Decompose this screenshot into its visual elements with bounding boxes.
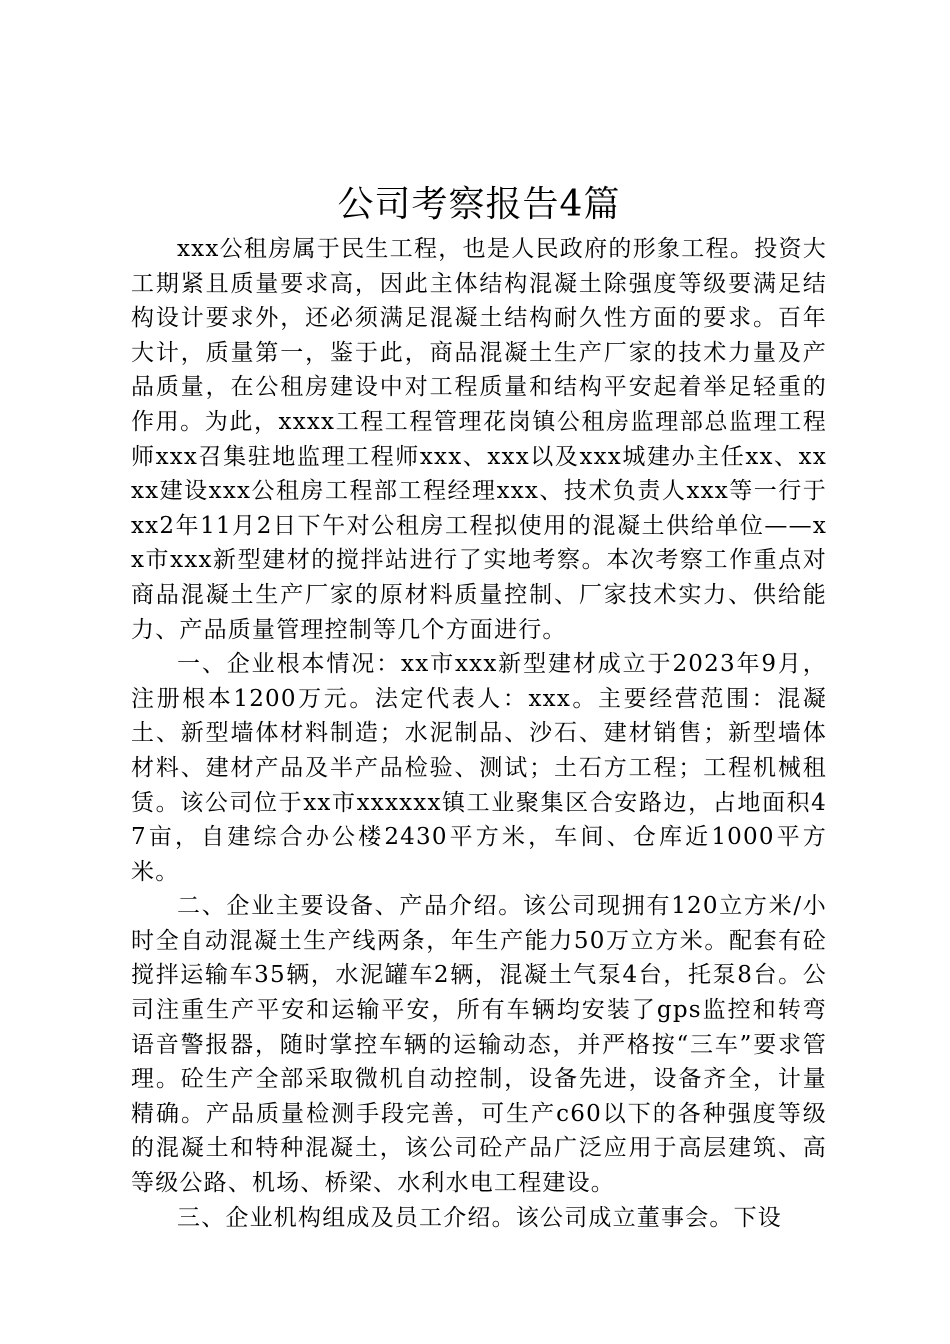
document-page [131,178,827,1235]
paragraph-section-2: 二、企业主要设备、产品介绍。该公司现拥有120立方米/小时全自动混凝土生产线两条，年生产能力50万立方米。配套有砼搅拌运输车35辆，水泥罐车2辆，混凝土气泵4台，托泵8台。公司注重生产平安和运输平安，所有车辆均安装了gps监控和转弯语音警报器，随时掌控车辆的运输动态，并严格按“三车”要求管理。砼生产全部采取微机自动控制，设备先进，设备齐全，计量精确。产品质量检测手段完善，可生产c60以下的各种强度等级的混凝土和特种混凝土，该公司砼产品广泛应用于高层建筑、高等级公路、机场、桥梁、水利水电工程建设。 [131,893,827,1197]
paragraph-section-1: 一、企业根本情况：xx市xxx新型建材成立于2023年9月，注册根本1200万元。法定代表人：xxx。主要经营范围：混凝土、新型墙体材料制造；水泥制品、沙石、建材销售；新型墙体材料、建材产品及半产品检验、测试；土石方工程；工程机械租赁。该公司位于xx市xxxxxx镇工业聚集区合安路边，占地面积47亩，自建综合办公楼2430平方米，车间、仓库近1000平方米。 [131,651,827,885]
document-title: 公司考察报告4篇 [337,184,621,225]
paragraph-intro: xxx公租房属于民生工程，也是人民政府的形象工程。投资大工期紧且质量要求高，因此主体结构混凝土除强度等级要满足结构设计要求外，还必须满足混凝土结构耐久性方面的要求。百年大计，质量第一，鉴于此，商品混凝土生产厂家的技术力量及产品质量，在公租房建设中对工程质量和结构平安起着举足轻重的作用。为此，xxxx工程工程管理花岗镇公租房监理部总监理工程师xxx召集驻地监理工程师xxx、xxx以及xxx城建办主任xx、xxxx建设xxx公租房工程部工程经理xxx、技术负责人xxx等一行于xx2年11月2日下午对公租房工程拟使用的混凝土供给单位——xx市xxx新型建材的搅拌站进行了实地考察。本次考察工作重点对商品混凝土生产厂家的原材料质量控制、厂家技术实力、供给能力、产品质量管理控制等几个方面进行。 [131,236,827,643]
paragraph-section-3: 三、企业机构组成及员工介绍。该公司成立董事会。下设 [177,1204,782,1231]
